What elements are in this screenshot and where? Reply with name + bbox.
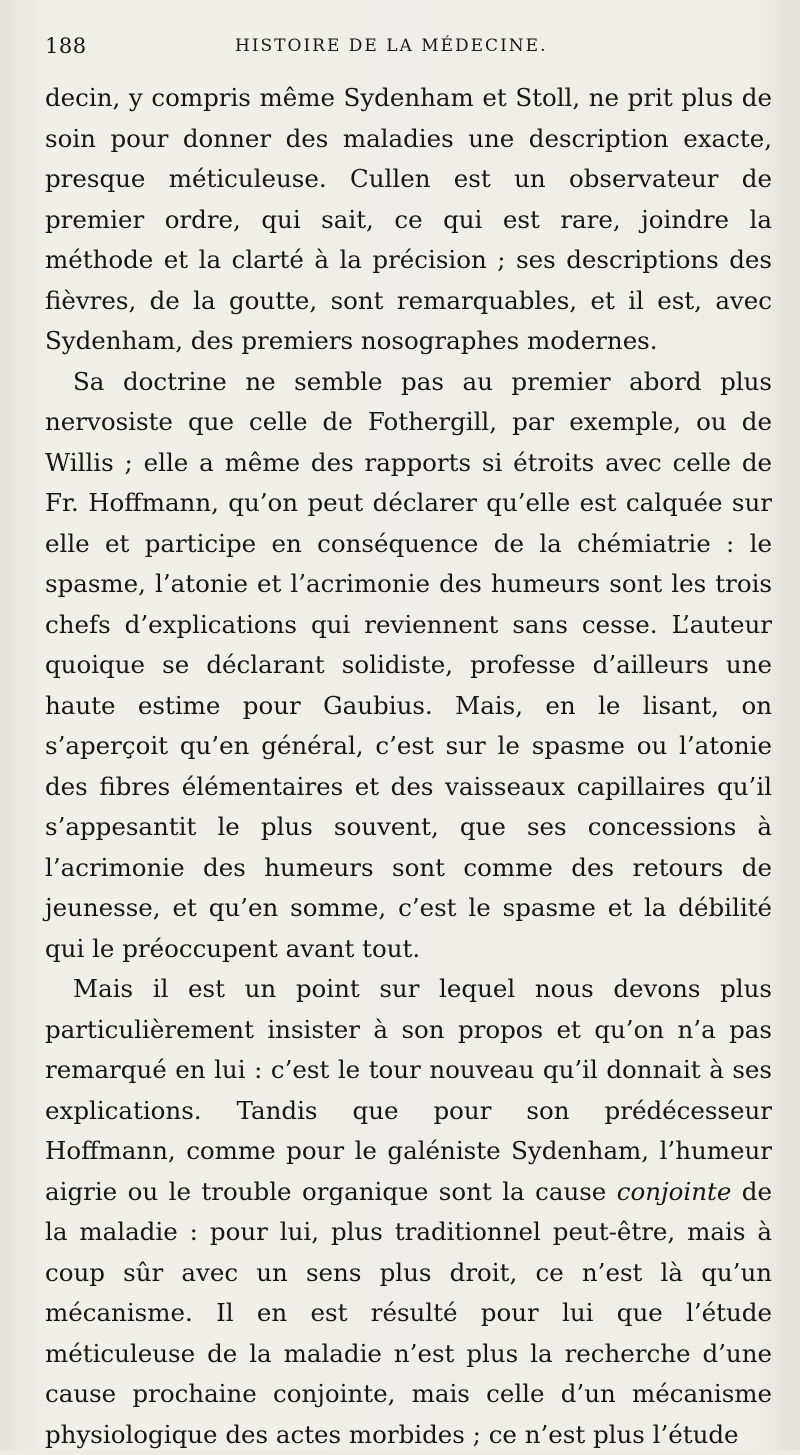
running-title: HISTOIRE DE LA MÉDECINE. xyxy=(235,36,548,56)
paragraph-1: decin, y compris même Sydenham et Stoll, ne prit plus de soin pour donner des maladies une description exacte, presque méticuleuse. Cullen est un observateur de premier ordre, qui sait, ce qui est rare, joindre la méthode et la clarté à la précision ; ses descriptions des fièvres, de la goutte, sont remarquables, et il est, avec Sydenham, des premiers nosographes modernes. xyxy=(45,83,772,355)
body-text xyxy=(45,78,772,1455)
paragraph-3-text-before: Mais il est un point sur lequel nous devons plus particulièrement insister à son propos et qu’on n’a pas remarqué en lui : c’est le tour nouveau qu’il donnait à ses explications. Tandis que pour son prédécesseur Hoffmann, comme pour le galéniste Sydenham, l’humeur aigrie ou le trouble organique sont la cause xyxy=(45,974,772,1206)
paragraph-3-italic-term: conjointe xyxy=(616,1176,732,1206)
running-head xyxy=(45,0,772,78)
paragraph-3 xyxy=(45,969,772,1455)
paragraph-3-text-after: de la maladie : pour lui, plus traditionnel peut-être, mais à coup sûr avec un sens plus droit, ce n’est là qu’un mécanisme. Il en est résulté pour lui que l’étude méticuleuse de la maladie n’est plus la recherche d’une cause prochaine conjointe, mais celle d’un mécanisme physiologique des actes morbides ; ce n’est plus l’étude xyxy=(45,1176,772,1449)
page-number: 188 xyxy=(45,34,87,58)
paragraph-2: Sa doctrine ne semble pas au premier abord plus nervosiste que celle de Fothergill, par exemple, ou de Willis ; elle a même des rapports si étroits avec celle de Fr. Hoffmann, qu’on peut déclarer qu’elle est calquée sur elle et participe en conséquence de la chémiatrie : le spasme, l’atonie et l’acrimonie des humeurs sont les trois chefs d’explications qui reviennent sans cesse. L’auteur quoique se déclarant solidiste, professe d’ailleurs une haute estime pour Gaubius. Mais, en le lisant, on s’aperçoit qu’en général, c’est sur le spasme ou l’atonie des fibres élémentaires et des vaisseaux capillaires qu’il s’appesantit le plus souvent, que ses concessions à l’acrimonie des humeurs sont comme des retours de jeunesse, et qu’en somme, c’est le spasme et la débilité qui le préoccupent avant tout. xyxy=(45,366,772,963)
